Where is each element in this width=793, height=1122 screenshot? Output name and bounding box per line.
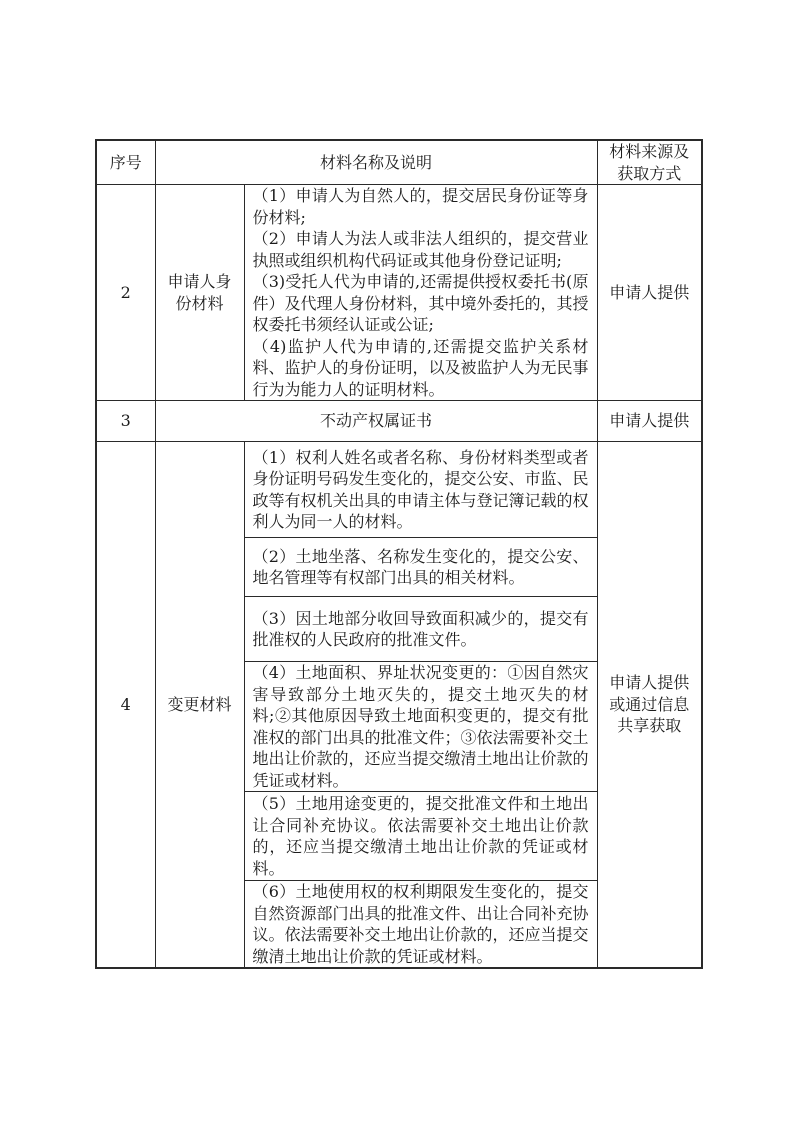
header-col-name: 材料名称及说明: [155, 140, 597, 185]
row4-no: 4: [96, 442, 155, 969]
table-row-4: [96, 442, 702, 538]
row2-item-1: （1）申请人为自然人的，提交居民身份证等身份材料;: [252, 186, 589, 227]
row2-no: 2: [96, 185, 155, 401]
row2-item-3: （3)受托人代为申请的,还需提供授权委托书(原件）及代理人身份材料，其中境外委托的，其授权委托书须经认证或公证;: [252, 272, 589, 334]
header-col-no: 序号: [96, 140, 155, 185]
header-col-source: [597, 140, 702, 185]
row3-source: 申请人提供: [597, 401, 702, 442]
row2-source: 申请人提供: [597, 185, 702, 401]
row2-item-4: （4)监护人代为申请的,还需提交监护关系材料、监护人的身份证明，以及被监护人为无民事行为为能力人的证明材料。: [252, 336, 589, 399]
row4-sub-item-4: （4）土地面积、界址状况变更的：①因自然灾害导致部分土地灭失的，提交土地灭失的材料;②其他原因导致土地面积变更的，提交有批准权的部门出具的批准文件；③依法需要补交土地出让价款的，还应当提交缴清土地出让价款的凭证或材料。: [244, 662, 597, 792]
row2-category: [155, 185, 244, 401]
row2-category-label: 申请人身份材料: [167, 272, 232, 313]
materials-table: [95, 139, 703, 969]
row3-title: 不动产权属证书: [155, 401, 597, 442]
row4-source: [597, 442, 702, 969]
row2-description: [244, 185, 597, 401]
row4-category: 变更材料: [155, 442, 244, 969]
row2-item-2: （2）申请人为法人或非法人组织的，提交营业执照或组织机构代码证或其他身份登记证明;: [252, 229, 589, 270]
row4-sub-item-6: （6）土地使用权的权利期限发生变化的，提交自然资源部门出具的批准文件、出让合同补充协议。依法需要补交土地出让价款的，还应当提交缴清土地出让价款的凭证或材料。: [244, 881, 597, 969]
table-row-2: [96, 185, 702, 401]
header-col-source-label: 材料来源及获取方式: [609, 142, 690, 183]
row3-no: 3: [96, 401, 155, 442]
row4-sub-item-5: （5）土地用途变更的，提交批准文件和土地出让合同补充协议。依法需要补交土地出让价款的，还应当提交缴清土地出让价款的凭证或材料。: [244, 792, 597, 881]
row4-source-label: 申请人提供或通过信息共享获取: [609, 673, 690, 736]
row4-sub-item-1: （1）权利人姓名或者名称、身份材料类型或者身份证明号码发生变化的，提交公安、市监、民政等有权机关出具的申请主体与登记簿记载的权利人为同一人的材料。: [244, 442, 597, 538]
row4-sub-item-3: （3）因土地部分收回导致面积减少的，提交有批准权的人民政府的批准文件。: [244, 597, 597, 662]
table-header-row: [96, 140, 702, 185]
table-row-3: [96, 401, 702, 442]
row4-sub-item-2: （2）土地坐落、名称发生变化的，提交公安、地名管理等有权部门出具的相关材料。: [244, 538, 597, 597]
